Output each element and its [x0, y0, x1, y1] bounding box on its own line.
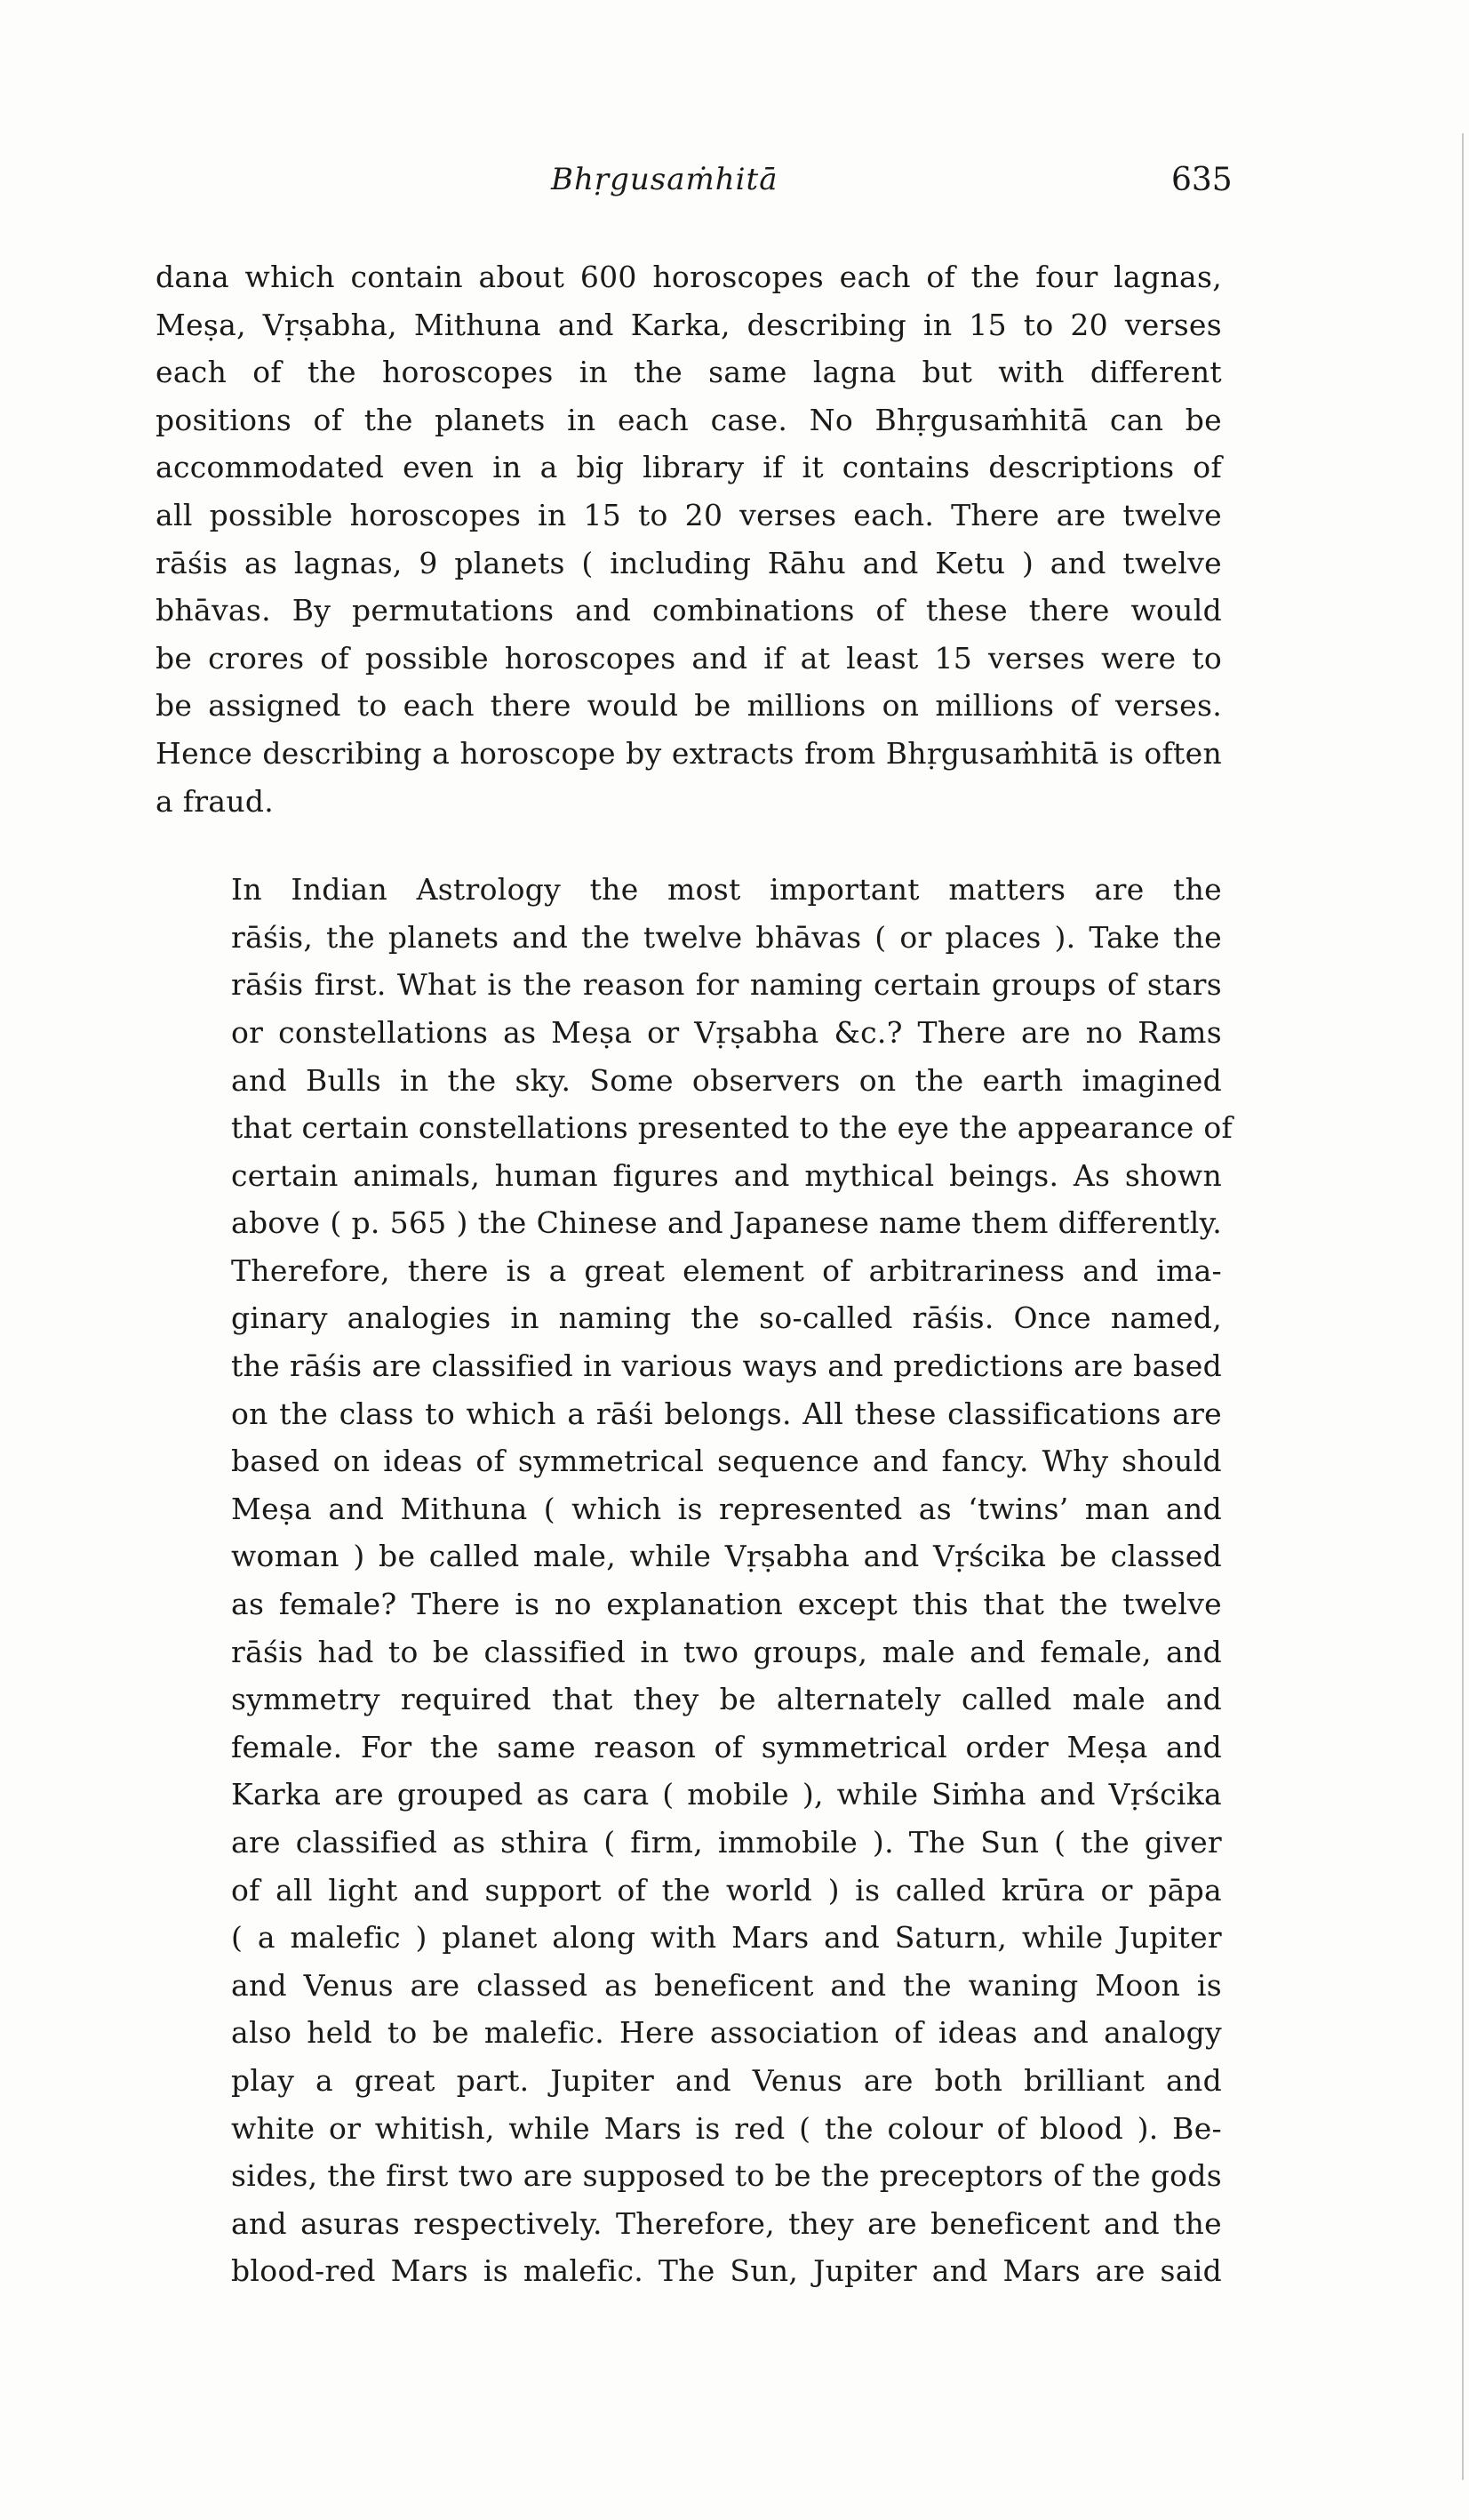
- text-line: Therefore, there is a great element of arbitrariness and ima-: [231, 1252, 1222, 1288]
- text-line: based on ideas of symmetrical sequence and fancy. Why should: [231, 1444, 1222, 1479]
- text-line: as female? There is no explanation except this that the twelve: [231, 1587, 1222, 1622]
- text-line: each of the horoscopes in the same lagna but with different: [156, 355, 1222, 390]
- text-line: of all light and support of the world ) is called krūra or pāpa: [231, 1872, 1222, 1908]
- text-line: bhāvas. By permutations and combinations of these there would: [156, 593, 1222, 628]
- text-line: and Bulls in the sky. Some observers on the earth imagined: [231, 1062, 1222, 1098]
- text-line: Meṣa, Vṛṣabha, Mithuna and Karka, describing in 15 to 20 verses: [156, 307, 1222, 342]
- text-line: play a great part. Jupiter and Venus are both brilliant and: [231, 2062, 1222, 2098]
- text-line: ginary analogies in naming the so-called rāśis. Once named,: [231, 1300, 1222, 1336]
- text-line: certain animals, human figures and mythical beings. As shown: [231, 1157, 1222, 1193]
- text-line: Karka are grouped as cara ( mobile ), while Siṁha and Vṛścika: [231, 1777, 1222, 1812]
- text-line: are classified as sthira ( firm, immobile ). The Sun ( the giver: [231, 1825, 1222, 1860]
- text-line: white or whitish, while Mars is red ( the colour of blood ). Be-: [231, 2110, 1222, 2146]
- text-line: on the class to which a rāśi belongs. All these classifications are: [231, 1396, 1222, 1431]
- running-title: Bhṛgusaṁhitā: [551, 162, 778, 197]
- text-line: Hence describing a horoscope by extracts from Bhṛgusaṁhitā is often: [156, 735, 1222, 771]
- text-line: ( a malefic ) planet along with Mars and Saturn, while Jupiter: [231, 1920, 1222, 1956]
- text-line: rāśis as lagnas, 9 planets ( including Rāhu and Ketu ) and twelve: [156, 545, 1222, 580]
- text-line: symmetry required that they be alternately called male and: [231, 1682, 1222, 1717]
- text-line: a fraud.: [156, 783, 275, 819]
- text-line: sides, the first two are supposed to be the preceptors of the gods: [231, 2158, 1222, 2194]
- text-line: rāśis, the planets and the twelve bhāvas ( or places ). Take the: [231, 919, 1222, 955]
- paragraph-1: [156, 253, 1222, 825]
- body-text: [156, 253, 1233, 2295]
- text-line: positions of the planets in each case. No Bhṛgusaṁhitā can be: [156, 402, 1222, 437]
- text-line: woman ) be called male, while Vṛṣabha and Vṛścika be classed: [231, 1539, 1222, 1574]
- page-edge-line: [1462, 133, 1464, 2480]
- text-line: be assigned to each there would be millions on millions of verses.: [156, 688, 1222, 724]
- text-line: all possible horoscopes in 15 to 20 verses each. There are twelve: [156, 497, 1222, 532]
- text-line: rāśis had to be classified in two groups, male and female, and: [231, 1634, 1222, 1669]
- text-line: also held to be malefic. Here association of ideas and analogy: [231, 2015, 1222, 2051]
- page-number: 635: [1171, 162, 1233, 198]
- running-head: [0, 162, 1469, 215]
- text-line: and asuras respectively. Therefore, they are beneficent and the: [231, 2205, 1222, 2241]
- text-line: Meṣa and Mithuna ( which is represented as ‘twins’ man and: [231, 1491, 1222, 1526]
- text-line: above ( p. 565 ) the Chinese and Japanese name them differently.: [231, 1205, 1222, 1241]
- paragraph-2: [156, 866, 1233, 2295]
- text-line: that certain constellations presented to the eye the appearance of: [231, 1110, 1233, 1146]
- text-line: dana which contain about 600 horoscopes each of the four lagnas,: [156, 260, 1222, 294]
- text-line: female. For the same reason of symmetrical order Meṣa and: [231, 1729, 1222, 1764]
- text-line: and Venus are classed as beneficent and the waning Moon is: [231, 1967, 1222, 2003]
- text-line: rāśis first. What is the reason for naming certain groups of stars: [231, 967, 1222, 1003]
- text-line: be crores of possible horoscopes and if at least 15 verses were to: [156, 640, 1222, 676]
- text-line: or constellations as Meṣa or Vṛṣabha &c.? There are no Rams: [231, 1014, 1222, 1050]
- text-line: blood-red Mars is malefic. The Sun, Jupiter and Mars are said: [231, 2253, 1222, 2289]
- text-line: the rāśis are classified in various ways and predictions are based: [231, 1348, 1222, 1384]
- text-line: accommodated even in a big library if it contains descriptions of: [156, 450, 1222, 485]
- text-line: In Indian Astrology the most important matters are the: [231, 872, 1222, 908]
